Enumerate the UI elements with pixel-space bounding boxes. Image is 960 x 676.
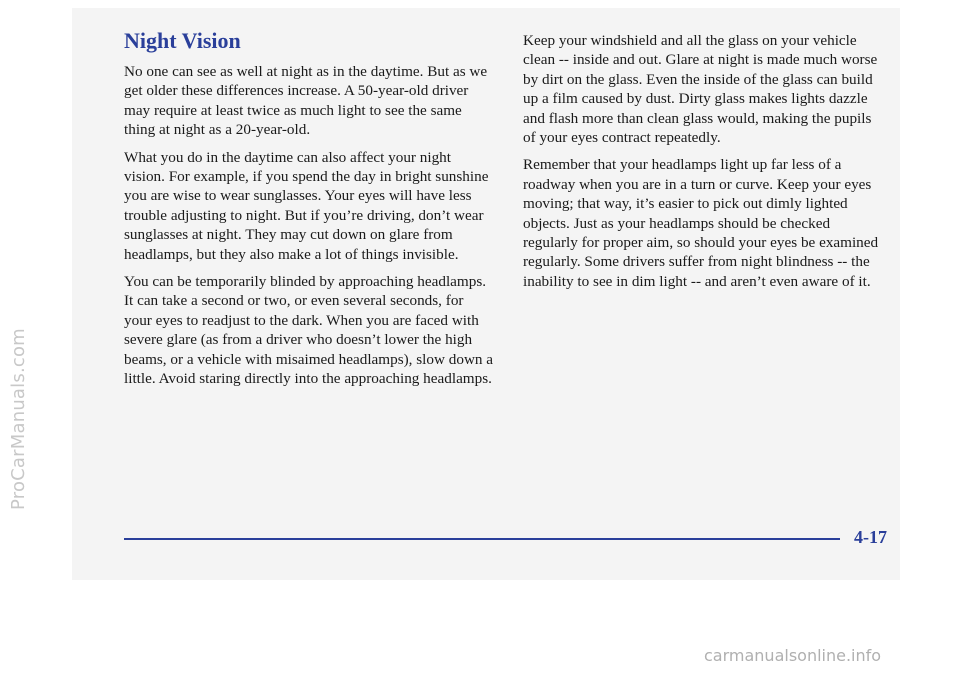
paragraph: No one can see as well at night as in the daytime. But as we get older these differences increase. A 50-year-old driver may require at least twice as much light to see the same thing at night as a 20-year-old. [124, 63, 488, 139]
page-number: 4-17 [854, 527, 887, 547]
footer-rule [124, 538, 840, 540]
right-column [523, 31, 883, 299]
left-column [124, 28, 494, 397]
paragraph: You can be temporarily blinded by approaching headlamps. It can take a second or two, or even several seconds, for your eyes to readjust to the dark. When you are faced with severe glare (as from a driver who doesn’t lower the high beams, or a vehicle with misaimed headlamps), slow down a little. Avoid staring directly into the approaching headlamps. [124, 273, 494, 388]
paragraph: Remember that your headlamps light up far less of a roadway when you are in a turn or curve. Keep your eyes moving; that way, it’s easier to pick out dimly lighted objects. Just as your headlamps should be checked regularly for proper aim, so should your eyes be examined regularly. Some drivers suffer from night blindness -- the inability to see in dim light -- and aren’t even aware of it. [523, 156, 879, 290]
paragraph: Keep your windshield and all the glass on your vehicle clean -- inside and out. Glare at night is made much worse by dirt on the glass. Even the inside of the glass can build up a film caused by dust. Dirty glass makes lights dazzle and flash more than clean glass would, making the pupils of your eyes contract repeatedly. [523, 32, 878, 147]
footer-watermark: carmanualsonline.info [704, 646, 882, 665]
paragraph: What you do in the daytime can also affect your night vision. For example, if you spend the day in bright sunshine you are wise to wear sunglasses. Your eyes will have less trouble adjusting to night. But if you’re driving, don’t wear sunglasses at night. They may cut down on glare from headlamps, but they also make a lot of things invisible. [124, 148, 489, 263]
section-title: Night Vision [124, 28, 241, 53]
side-watermark: ProCarManuals.com [8, 328, 29, 510]
